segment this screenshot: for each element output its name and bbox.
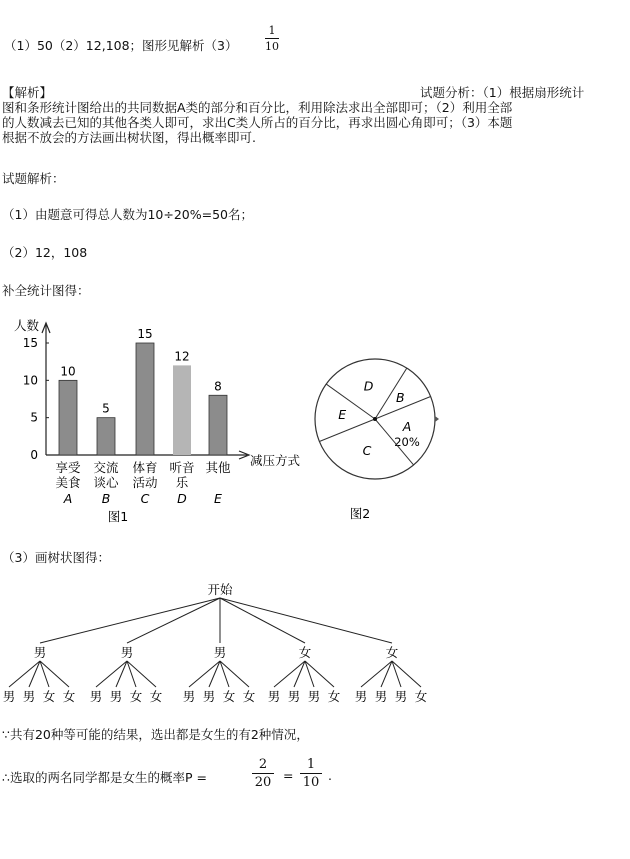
tree-leaf-node: 女 [327,689,341,704]
slice-label: C [362,443,372,459]
analysis-line-4: 根据不放会的方法画出树状图，得出概率即可. [2,130,256,145]
tree-leaf-node: 男 [109,689,123,704]
probability-fraction-2 [300,758,322,789]
tree-branch-node: 女 [385,645,399,660]
tree-edge [127,598,220,643]
solution-step-1: （1）由题意可得总人数为10÷20%=50名； [2,207,253,222]
tree-leaf-node: 男 [2,689,16,704]
tree-leaf-node: 男 [354,689,368,704]
tree-leaf-node: 女 [414,689,428,704]
category-label: 听音 [169,460,195,475]
solution-step-2: （2）12，108 [2,245,88,260]
slice-percent: 20% [394,434,420,449]
equals-sign: = [283,768,294,783]
chart-caption: 图2 [349,506,371,521]
analysis-line-1: 试题分析：（1）根据扇形统计 [420,85,585,100]
tree-edge [40,598,220,643]
tree-leaf-node: 女 [42,689,56,704]
tree-branch-node: 男 [213,645,227,660]
category-letter: B [101,491,111,506]
bar [59,380,77,455]
answer-fraction [265,25,279,52]
bar-value-label: 8 [214,379,222,394]
bar [173,365,191,455]
tree-edge [294,661,305,687]
tree-leaf-node: 男 [22,689,36,704]
y-tick-label: 10 [22,373,38,388]
analysis-line-3: 的人数减去已知的其他各类人即可，求出C类人所占的百分比，再求出圆心角即可；（3）本题 [2,115,513,130]
chart-caption: 图1 [107,509,129,524]
tree-diagram [0,580,440,705]
category-label: 享受 [55,460,81,475]
tree-leaf-node: 女 [222,689,236,704]
tree-leaf-node: 男 [394,689,408,704]
conclusion-line-1: ∵共有20种等可能的结果，选出都是女生的有2种情况， [2,727,309,742]
slice-label: A [402,418,412,434]
pie-marker [435,416,439,422]
bar [97,418,115,455]
tree-leaf-node: 女 [129,689,143,704]
tree-edge [189,661,220,687]
tree-leaf-node: 女 [62,689,76,704]
tree-leaf-node: 男 [287,689,301,704]
pie-center [373,417,377,421]
analysis-heading: 【解析】 [2,85,53,100]
tree-root: 开始 [207,582,233,597]
tree-leaf-node: 男 [202,689,216,704]
prob-frac1-den: 20 [254,775,272,790]
answer-frac-num: 1 [268,24,276,37]
category-letter: A [63,491,73,506]
tree-edge [220,598,392,643]
category-label: 活动 [132,475,158,490]
chart-intro: 补全统计图得： [2,283,90,298]
tree-leaf-node: 男 [267,689,281,704]
tree-leaf-node: 男 [89,689,103,704]
tree-leaf-node: 女 [242,689,256,704]
slice-label: B [395,389,405,405]
tree-leaf-node: 男 [182,689,196,704]
fraction-bar [252,773,274,774]
tree-edge [220,598,305,643]
prob-frac2-den: 10 [302,775,320,790]
tree-branch-node: 男 [33,645,47,660]
tree-edge [9,661,40,687]
tree-intro: （3）画树状图得： [2,550,110,565]
y-tick-label: 0 [30,448,38,462]
tree-edge [116,661,127,687]
category-letter: C [140,491,150,506]
category-label: 乐 [175,475,189,490]
bar-value-label: 10 [60,364,76,379]
category-label: 谈心 [93,475,119,490]
tree-branch-node: 男 [120,645,134,660]
tree-edge [96,661,127,687]
slice-label: E [338,407,347,423]
bar [209,395,227,455]
tree-leaf-node: 男 [307,689,321,704]
answer-line: （1）50（2）12,108；图形见解析（3） [4,38,238,53]
tree-edge [381,661,392,687]
probability-fraction-1 [252,758,274,789]
category-label: 交流 [93,460,119,475]
conclusion-line-2: ∴选取的两名同学都是女生的概率P = [2,770,207,785]
period: . [328,768,332,783]
pie-chart [310,350,450,525]
slice-label: D [363,378,374,394]
tree-edge [209,661,220,687]
fraction-bar [265,38,279,39]
pie-layer [315,359,439,521]
y-axis-label: 人数 [14,318,40,333]
category-label: 体育 [132,460,158,475]
prob-frac1-num: 2 [258,757,268,772]
bar [136,343,154,455]
tree-layer [3,582,428,704]
bar-value-label: 12 [174,349,190,364]
x-axis-label: 减压方式 [250,453,301,468]
y-tick-label: 15 [22,336,38,350]
tree-edge [361,661,392,687]
category-label: 美食 [55,475,81,490]
tree-branch-node: 女 [298,645,312,660]
tree-edge [274,661,305,687]
tree-leaf-node: 女 [149,689,163,704]
tree-edge [29,661,40,687]
category-letter: E [214,491,222,506]
prob-frac2-num: 1 [306,757,316,772]
y-tick-label: 5 [30,410,38,425]
bar-chart [0,305,310,525]
answer-frac-den: 10 [265,40,279,53]
analysis-line-2: 图和条形统计图给出的共同数据A类的部分和百分比，利用除法求出全部即可；（2）利用全部 [2,100,513,115]
bar-layer [14,318,300,524]
bar-value-label: 15 [137,327,153,341]
tree-leaf-node: 男 [374,689,388,704]
category-label: 其他 [205,460,231,475]
category-letter: D [177,491,187,506]
fraction-bar [300,773,322,774]
solution-heading: 试题解析： [2,171,65,186]
bar-value-label: 5 [102,401,110,416]
